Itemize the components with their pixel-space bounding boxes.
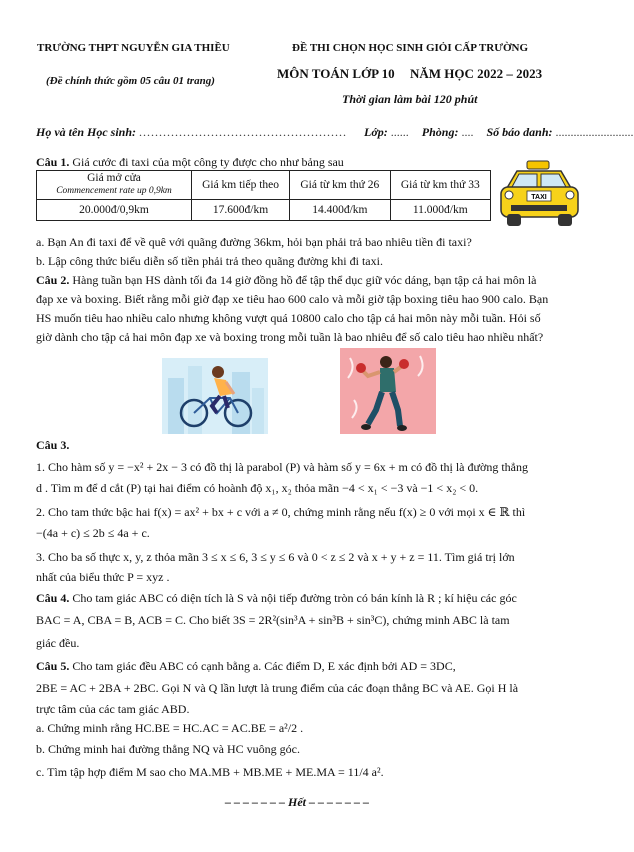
question-4-line-3: giác đều.: [36, 636, 80, 650]
question-3-part-3-line-1: 3. Cho ba số thực x, y, z thỏa mãn 3 ≤ x ≤ 6, 3 ≤ y ≤ 6 và 0 < z ≤ 2 và x + y + z = 11. Tìm giá trị lớn: [36, 550, 515, 564]
question-5-part-a: a. Chứng minh rằng HC.BE = HC.AC = AC.BE = a²/2 .: [36, 721, 304, 735]
fare-value-33: 11.000đ/km: [390, 200, 490, 221]
room-label: Phòng:: [421, 125, 459, 139]
student-name-label: Họ và tên Học sinh:: [36, 125, 137, 139]
question-3-part-2-line-2: −(4a + c) ≤ 2b ≤ 4a + c.: [36, 526, 150, 540]
question-1-text: Giá cước đi taxi của một công ty được cho như bảng sau: [72, 155, 344, 169]
question-3-label: Câu 3.: [36, 438, 70, 452]
cyclist-illustration: [162, 358, 268, 434]
official-note: (Đề chính thức gồm 05 câu 01 trang): [46, 75, 215, 87]
question-5-line-2: 2BE = AC + 2BA + 2BC. Gọi N và Q lần lượt là trung điểm của các đoạn thẳng BC và AE. Gọi H là: [36, 681, 519, 695]
class-label: Lớp:: [364, 125, 388, 139]
fare-header-next: Giá km tiếp theo: [192, 171, 290, 200]
fare-header-open: [37, 171, 192, 200]
question-2-line-4: giờ dành cho tập cả hai môn đạp xe và boxing trong mỗi tuần là bao nhiêu để số calo tiêu hao nhiều nhất?: [36, 330, 544, 344]
student-info-line: [36, 125, 634, 140]
question-4-line-2: BAC = A, CBA = B, ACB = C. Cho biết 3S = 2R²(sin³A + sin³B + sin³C), chứng minh ABC là tam: [36, 613, 510, 627]
student-name-blank[interactable]: ....................................................: [139, 125, 348, 139]
question-1-label: Câu 1.: [36, 155, 70, 169]
fare-header-open-label: Giá mở cửa: [87, 172, 141, 184]
room-blank[interactable]: ....: [461, 125, 474, 139]
id-label: Số báo danh:: [486, 125, 553, 139]
taxi-fare-table: [36, 170, 491, 221]
question-2-text-1: Hàng tuần bạn HS dành tối đa 14 giờ đồng hồ để tập thể dục giữ vóc dáng, bạn tập cả hai môn là: [72, 273, 537, 287]
class-blank[interactable]: ......: [390, 125, 409, 139]
question-2-line-1: [36, 271, 564, 290]
taxi-illustration: [497, 158, 582, 233]
exam-title: ĐỀ THI CHỌN HỌC SINH GIỎI CẤP TRƯỜNG: [292, 42, 529, 54]
question-5-part-c: c. Tìm tập hợp điểm M sao cho MA.MB + MB.ME + ME.MA = 11/4 a².: [36, 765, 384, 779]
fare-header-33: Giá từ km thứ 33: [390, 171, 490, 200]
fare-value-open: 20.000đ/0,9km: [37, 200, 192, 221]
question-3-part-1-line-1: 1. Cho hàm số y = −x² + 2x − 3 có đồ thị là parabol (P) và hàm số y = 6x + m có đồ thị là đường thẳng: [36, 460, 528, 474]
question-1-part-b: b. Lập công thức biểu diễn số tiền phải trả theo quãng đường khi đi taxi.: [36, 254, 383, 268]
fare-header-open-sub: Commencement rate up 0,9km: [56, 186, 172, 196]
question-4-text-1: Cho tam giác ABC có diện tích là S và nội tiếp đường tròn có bán kính là R ; kí hiệu các góc: [72, 591, 517, 605]
fare-value-next: 17.600đ/km: [192, 200, 290, 221]
question-2-line-3: HS muốn tiêu hao nhiều calo nhưng không vượt quá 10800 calo cho tập cả hai môn này mỗi tuần. Hỏi số: [36, 311, 541, 325]
question-2-line-2: đạp xe và boxing. Biết rằng mỗi giờ đạp xe tiêu hao 600 calo và mỗi giờ tập boxing tiêu hao 900 calo. Bạn: [36, 292, 549, 306]
fare-value-26: 14.400đ/km: [290, 200, 390, 221]
end-marker: – – – – – – – Hết – – – – – – –: [225, 795, 369, 809]
question-3-part-3-line-2: nhất của biểu thức P = xyz .: [36, 570, 170, 584]
fare-header-26: Giá từ km thứ 26: [290, 171, 390, 200]
id-blank[interactable]: ..........................: [555, 125, 634, 139]
question-5-line-3: trực tâm của các tam giác ABD.: [36, 702, 190, 716]
question-1-intro: [36, 155, 344, 170]
school-year: NĂM HỌC 2022 – 2023: [410, 66, 543, 81]
exam-time: Thời gian làm bài 120 phút: [342, 92, 478, 106]
question-5-text-1: Cho tam giác đều ABC có cạnh bằng a. Các điểm D, E xác định bởi AD = 3DC,: [72, 659, 456, 673]
question-5-part-b: b. Chứng minh hai đường thẳng NQ và HC vuông góc.: [36, 742, 300, 756]
question-5-line-1: [36, 657, 564, 676]
subject: MÔN TOÁN LỚP 10: [277, 66, 395, 81]
question-4-line-1: [36, 589, 564, 608]
question-4-label: Câu 4.: [36, 591, 70, 605]
question-1-part-a: a. Bạn An đi taxi để về quê với quãng đường 36km, hỏi bạn phải trả bao nhiêu tiền đi taxi?: [36, 235, 472, 249]
school-name: TRƯỜNG THPT NGUYỄN GIA THIỀU: [37, 42, 230, 54]
question-3-part-2-line-1: 2. Cho tam thức bậc hai f(x) = ax² + bx + c với a ≠ 0, chứng minh rằng nếu f(x) ≥ 0 với mọi x ∈ ℝ thì: [36, 505, 526, 519]
taxi-sign-text: TAXI: [531, 194, 547, 201]
boxer-illustration: [340, 348, 436, 434]
question-5-label: Câu 5.: [36, 659, 70, 673]
question-3-part-1-line-2: d . Tìm m để d cắt (P) tại hai điểm có hoành độ x₁, x₂ thỏa mãn −4 < x₁ < −3 và −1 < x₂ < 0.: [36, 481, 479, 495]
question-2-label: Câu 2.: [36, 273, 70, 287]
